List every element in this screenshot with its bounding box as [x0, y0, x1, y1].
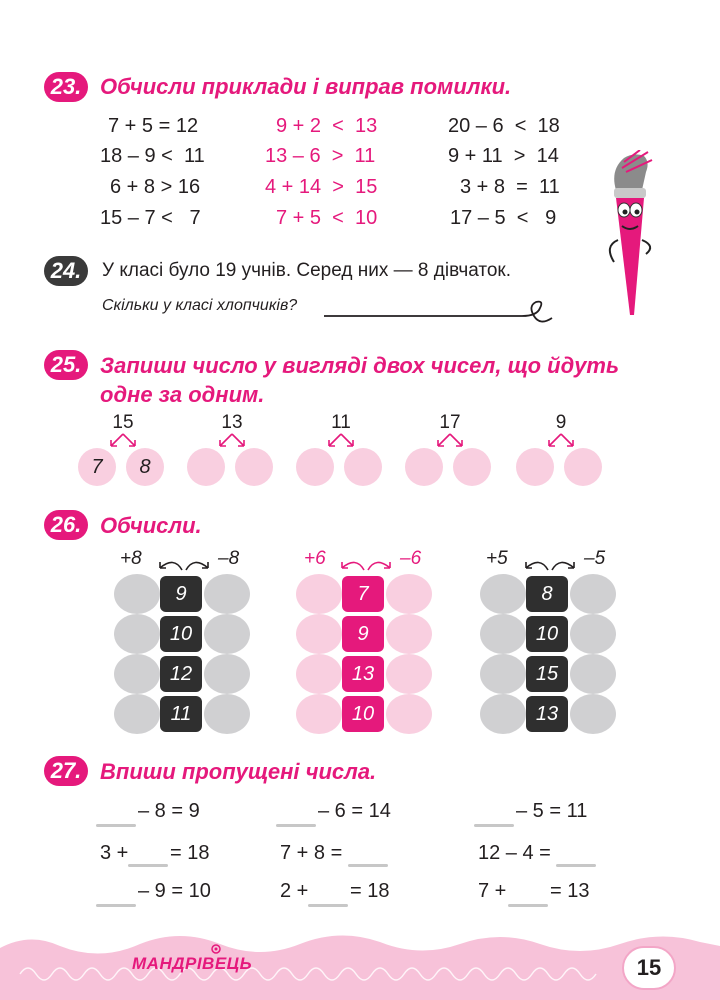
task-23-expression: 15 – 7 < 7 — [100, 207, 201, 229]
task-23-expression: 20 – 6 < 18 — [448, 115, 560, 137]
minus-operation: –8 — [218, 548, 240, 569]
answer-circle[interactable] — [204, 694, 250, 734]
task-27-expression: – 6 = 14 — [318, 800, 391, 822]
number-box: 11 — [160, 696, 202, 732]
number-box: 9 — [342, 616, 384, 652]
answer-circle[interactable] — [516, 448, 554, 486]
answer-blank[interactable] — [556, 864, 596, 867]
answer-circle[interactable] — [453, 448, 491, 486]
task-27-title: Впиши пропущені числа. — [100, 759, 377, 784]
minus-operation: –6 — [400, 548, 422, 569]
target-number: 9 — [555, 412, 567, 433]
answer-circle[interactable] — [296, 694, 342, 734]
task-24-text: У класі було 19 учнів. Серед них — 8 дівчаток. — [102, 260, 512, 281]
answer-blank[interactable] — [474, 824, 514, 827]
task-27-expression: – 5 = 11 — [516, 800, 588, 822]
number-box: 15 — [526, 656, 568, 692]
task-24-number: 24. — [44, 256, 88, 286]
task-23-expression: 18 – 9 < 11 — [100, 145, 205, 167]
minus-operation: –5 — [584, 548, 606, 569]
task-23-number: 23. — [44, 72, 88, 102]
answer-blank[interactable] — [128, 864, 168, 867]
number-box: 10 — [342, 696, 384, 732]
answer-circle[interactable] — [204, 654, 250, 694]
answer-circle[interactable] — [114, 574, 160, 614]
task-27-expression: = 18 — [170, 842, 210, 864]
task-27-expression: – 8 = 9 — [138, 800, 200, 822]
task-26-title: Обчисли. — [100, 513, 202, 538]
split-arrows-icon — [215, 432, 249, 450]
split-arrows-icon — [433, 432, 467, 450]
flower-icon — [208, 942, 224, 956]
answer-circle[interactable] — [187, 448, 225, 486]
answer-circle[interactable] — [405, 448, 443, 486]
answer-circle[interactable] — [386, 614, 432, 654]
answer-circle[interactable] — [204, 614, 250, 654]
task-23-expression: 4 + 14 > 15 — [265, 176, 378, 198]
task-27-number: 27. — [44, 756, 88, 786]
number-box: 7 — [342, 576, 384, 612]
answer-blank[interactable] — [348, 864, 388, 867]
task-25-title-line2: одне за одним. — [100, 382, 265, 407]
task-27-expression: 2 + — [280, 880, 309, 902]
answer-circle[interactable] — [480, 614, 526, 654]
task-23-expression: 9 + 2 < 13 — [276, 115, 378, 137]
task-23-expression: 7 + 5 < 10 — [276, 207, 378, 229]
target-number: 17 — [439, 412, 461, 433]
number-box: 8 — [526, 576, 568, 612]
plus-operation: +6 — [304, 548, 326, 569]
task-23-expression: 9 + 11 > 14 — [448, 145, 559, 167]
number-box: 10 — [160, 616, 202, 652]
target-number: 11 — [331, 412, 351, 433]
task-27-expression: 7 + — [478, 880, 507, 902]
answer-circle[interactable] — [296, 574, 342, 614]
answer-blank[interactable] — [308, 904, 348, 907]
answer-circle[interactable]: 7 — [78, 448, 116, 486]
answer-circle[interactable] — [570, 654, 616, 694]
split-arrows-icon — [544, 432, 578, 450]
task-23-expression: 17 – 5 < 9 — [450, 207, 557, 229]
task-23-expression: 7 + 5 = 12 — [108, 115, 199, 137]
answer-blank[interactable] — [96, 824, 136, 827]
answer-line[interactable] — [322, 298, 554, 328]
answer-circle[interactable] — [386, 694, 432, 734]
answer-circle[interactable] — [114, 614, 160, 654]
task-27-expression: = 13 — [550, 880, 590, 902]
answer-circle[interactable] — [570, 614, 616, 654]
target-number: 15 — [112, 412, 134, 433]
number-box: 12 — [160, 656, 202, 692]
split-arrows-icon — [324, 432, 358, 450]
answer-circle[interactable] — [570, 694, 616, 734]
task-27-expression: 3 + — [100, 842, 129, 864]
number-box: 13 — [342, 656, 384, 692]
task-25-number: 25. — [44, 350, 88, 380]
task-26-number: 26. — [44, 510, 88, 540]
answer-circle[interactable] — [386, 574, 432, 614]
answer-circle[interactable] — [296, 614, 342, 654]
answer-circle[interactable] — [480, 574, 526, 614]
answer-circle[interactable] — [114, 654, 160, 694]
answer-circle[interactable] — [386, 654, 432, 694]
answer-circle[interactable] — [296, 448, 334, 486]
answer-blank[interactable] — [276, 824, 316, 827]
number-box: 10 — [526, 616, 568, 652]
plus-operation: +5 — [486, 548, 508, 569]
footer-wave-band — [0, 918, 720, 1000]
curved-arrows-icon — [156, 554, 212, 576]
answer-circle[interactable] — [564, 448, 602, 486]
answer-circle[interactable] — [344, 448, 382, 486]
split-arrows-icon — [106, 432, 140, 450]
answer-blank[interactable] — [508, 904, 548, 907]
number-box: 13 — [526, 696, 568, 732]
answer-blank[interactable] — [96, 904, 136, 907]
answer-circle[interactable] — [235, 448, 273, 486]
answer-circle[interactable] — [114, 694, 160, 734]
task-25-title-line1: Запиши число у вигляді двох чисел, що йдуть — [100, 353, 620, 378]
paintbrush-mascot-icon — [600, 150, 660, 320]
task-27-expression: = 18 — [350, 880, 390, 902]
target-number: 13 — [221, 412, 243, 433]
answer-circle[interactable]: 8 — [126, 448, 164, 486]
task-24-question: Скільки у класі хлопчиків? — [102, 297, 298, 314]
page-number: 15 — [622, 946, 676, 990]
curved-arrows-icon — [338, 554, 394, 576]
brand-logo: МАНДРІВЕЦЬ — [132, 954, 253, 973]
task-27-expression: 12 – 4 = — [478, 842, 551, 864]
answer-circle[interactable] — [296, 654, 342, 694]
task-23-expression: 3 + 8 = 11 — [460, 176, 560, 198]
task-23-expression: 6 + 8 > 16 — [110, 176, 201, 198]
task-23-title: Обчисли приклади і виправ помилки. — [100, 74, 512, 99]
task-27-expression: 7 + 8 = — [280, 842, 343, 864]
answer-circle[interactable] — [204, 574, 250, 614]
answer-circle[interactable] — [480, 694, 526, 734]
task-27-expression: – 9 = 10 — [138, 880, 211, 902]
curved-arrows-icon — [522, 554, 578, 576]
number-box: 9 — [160, 576, 202, 612]
task-23-expression: 13 – 6 > 11 — [265, 145, 376, 167]
plus-operation: +8 — [120, 548, 142, 569]
answer-circle[interactable] — [480, 654, 526, 694]
answer-circle[interactable] — [570, 574, 616, 614]
